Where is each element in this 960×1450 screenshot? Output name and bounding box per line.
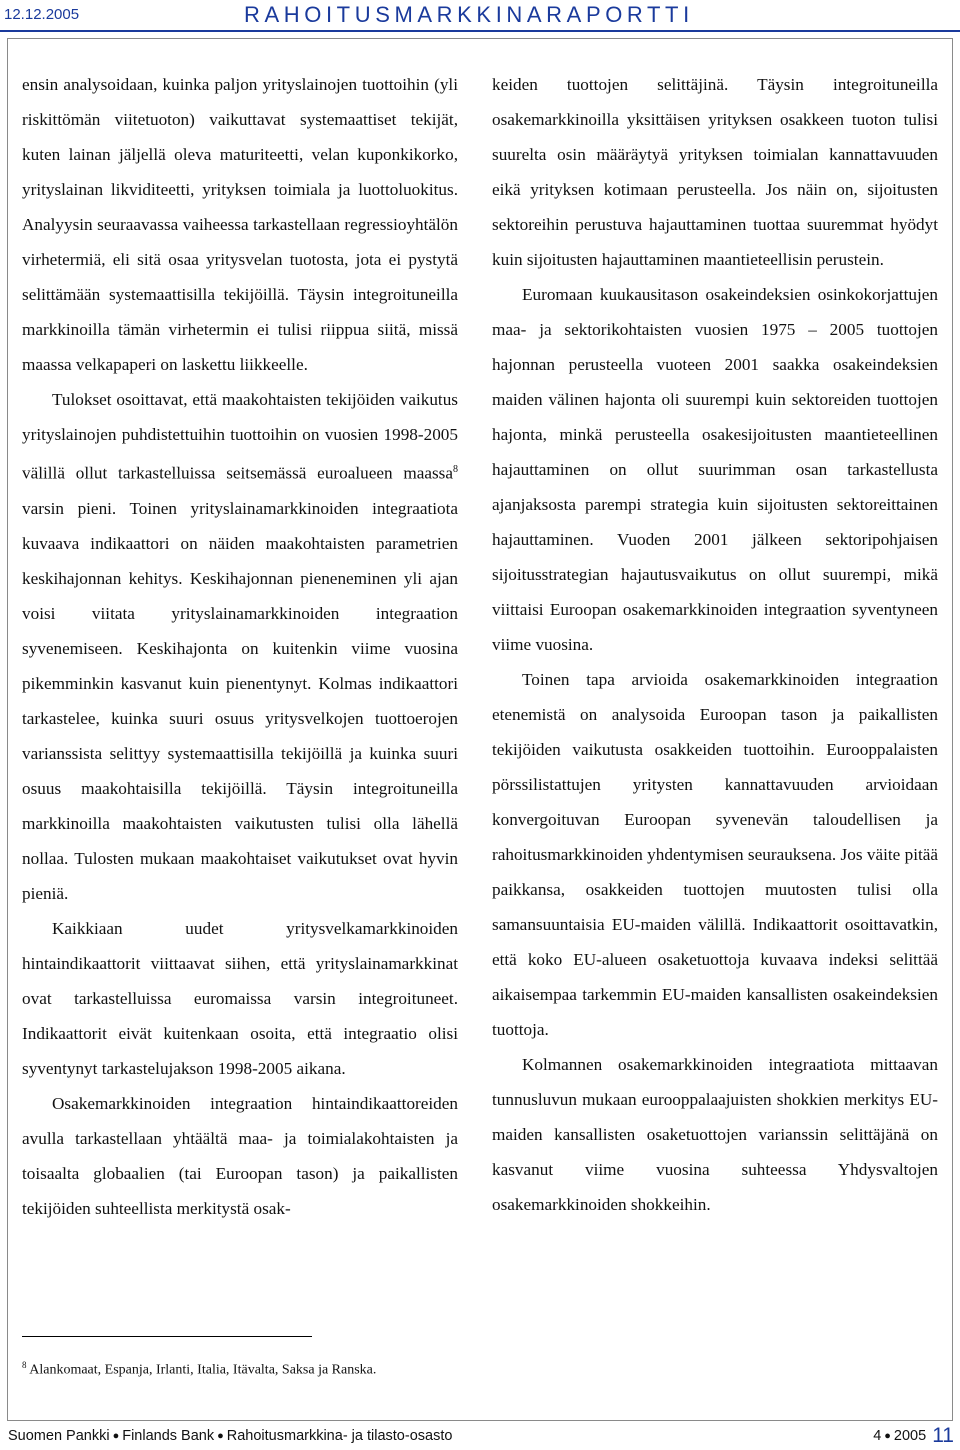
bullet-icon: ●: [112, 1430, 120, 1442]
left-paragraph-2: [22, 382, 458, 911]
left-column: [22, 67, 458, 1226]
left-paragraph-1: ensin analysoidaan, kuinka paljon yrityslainojen tuottoihin (yli riskittömän viitetuoton) vaikuttavat systemaattiset tekijät, kuten lainan jäljellä oleva maturiteetti, velan kuponkikorko, yrityslainan likviditeetti, yrityksen toimiala ja luottoluokitus. Analyysin seuraavassa vaiheessa tarkastellaan regressioyhtälön virhetermiä, eli sitä osaa yritysvelan tuotosta, jota ei pystytä selittämään systemaattisilla tekijöillä. Täysin integroituneilla markkinoilla tämän virhetermin ei tulisi riippua siitä, missä maassa velkapaperi on laskettu liikkeelle.: [22, 75, 458, 374]
report-date: 12.12.2005: [4, 6, 80, 23]
footnote: [22, 1360, 376, 1379]
right-paragraph-1: keiden tuottojen selittäjinä. Täysin integroituneilla osakemarkkinoilla yksittäisen yrityksen osakkeen tuoton tulisi suurelta osin määräytyä yrityksen toimialan kannattavuuden eikä yrityksen kotimaan perusteella. Jos näin on, sijoitusten sektoreihin perustuva hajauttaminen tuottaa suuremmat hyödyt kuin sijoitusten hajauttaminen maantieteellisin perustein.: [492, 75, 938, 269]
header-rule: [0, 30, 960, 32]
bullet-icon: ●: [884, 1430, 891, 1442]
left-paragraph-4: Osakemarkkinoiden integraation hintaindikaattoreiden avulla tarkastellaan yhtäältä maa- ja toimialakohtaisten ja toisaalta globaalien (tai Euroopan tason) ja paikallisten tekijöiden suhteellista merkitystä osak-: [22, 1093, 458, 1218]
footnote-number: 8: [22, 1360, 27, 1370]
footer-department: Rahoitusmarkkina- ja tilasto-osasto: [226, 1428, 453, 1444]
footnote-reference: 8: [453, 464, 458, 475]
frame-top: [7, 38, 953, 39]
footer-publisher: [8, 1428, 452, 1444]
footer-org-sv: Finlands Bank: [122, 1428, 215, 1444]
page-number: 11: [932, 1424, 954, 1447]
frame-left: [7, 38, 8, 1420]
right-column: [492, 67, 938, 1222]
footer-rule: [7, 1420, 953, 1421]
footnote-text: Alankomaat, Espanja, Irlanti, Italia, Itävalta, Saksa ja Ranska.: [26, 1362, 377, 1378]
left-paragraph-2-part-b: varsin pieni. Toinen yrityslainamarkkinoiden integraatiota kuvaava indikaattori on näiden maakohtaisten parametrien keskihajonnan kehitys. Keskihajonnan pieneneminen yli ajan voisi viitata yrityslainamarkkinoiden integraation syvenemiseen. Keskihajonta on kuitenkin viime vuosina pikemminkin kasvanut kuin pienentynyt. Kolmas indikaattori tarkastelee, kuinka suuri osuus yritysvelkojen tuottoerojen varianssista selittyy systemaattisilla tekijöillä ja kuinka suuri osuus maakohtaisilla tekijöillä. Täysin integroituneilla markkinoilla maakohtaisten vaikutusten tulisi olla lähellä nollaa. Tulosten mukaan maakohtaiset vaikutukset ovat hyvin pieniä.: [22, 498, 458, 903]
footer-org-fi: Suomen Pankki: [8, 1428, 110, 1444]
bullet-icon: ●: [217, 1430, 224, 1442]
report-title: RAHOITUSMARKKINARAPORTTI: [244, 2, 694, 27]
right-paragraph-2: Euromaan kuukausitason osakeindeksien osinkokorjattujen maa- ja sektorikohtaisten vuosien 1975 – 2005 tuottojen hajonnan perusteella vuoteen 2001 saakka osakeindeksien maiden välinen hajonta oli suurempi kuin sektoreiden tuottojen hajonta, minkä perusteella osakesijoitusten maantieteellinen hajauttaminen on ollut suurimman osan tarkastellusta ajanjaksosta parempi strategia kuin sijoitusten sektoreittainen hajauttaminen. Vuoden 2001 jälkeen sektoripohjaisen sijoitusstrategian hajautusvaikutus on ollut suurempi, mikä viittaisi Euroopan osakemarkkinoiden integraation syventyneen viime vuosina.: [492, 285, 938, 654]
footer-issue: [873, 1424, 954, 1448]
footnote-rule: [22, 1336, 312, 1337]
frame-right: [952, 38, 953, 1420]
footer-year: 2005: [893, 1428, 927, 1444]
footer-issue-number: 4: [873, 1428, 882, 1444]
right-paragraph-4: Kolmannen osakemarkkinoiden integraatiota mittaavan tunnusluvun mukaan eurooppalaajuisten shokkien merkitys EU-maiden kansallisten osaketuottojen varianssin selittäjänä on kasvanut viime vuosina suhteessa Yhdysvaltojen osakemarkkinoiden shokkeihin.: [492, 1055, 938, 1214]
left-paragraph-3: Kaikkiaan uudet yritysvelkamarkkinoiden hintaindikaattorit viittaavat siihen, että yrityslainamarkkinat ovat tarkastelluissa euromaissa varsin integroituneet. Indikaattorit eivät kuitenkaan osoita, että integraatio olisi syventynyt tarkastelujakson 1998-2005 aikana.: [22, 918, 458, 1078]
right-paragraph-3: Toinen tapa arvioida osakemarkkinoiden integraation etenemistä on analysoida Euroopan tason ja paikallisten tekijöiden vaikutusta osakkeiden tuottoihin. Eurooppalaisten pörssilistattujen yritysten kannattavuuden arvioidaan konvergoituvan Euroopan syvenevän taloudellisen ja rahoitusmarkkinoiden yhdentymisen seurauksena. Jos väite pitää paikkansa, osakkeiden tuottojen muutosten tulisi olla samansuuntaisia EU-maiden välillä. Indikaattorit osoittavatkin, että koko EU-alueen osaketuottoja kuvaava indeksi selittää aikaisempaa tarkemmin EU-maiden kansallisten osakeindeksien tuottoja.: [492, 670, 938, 1039]
left-paragraph-2-part-a: Tulokset osoittavat, että maakohtaisten tekijöiden vaikutus yrityslainojen puhdistettuihin tuottoihin on vuosien 1998-2005 välillä ollut tarkastelluissa seitsemässä euroalueen maassa: [22, 390, 458, 483]
